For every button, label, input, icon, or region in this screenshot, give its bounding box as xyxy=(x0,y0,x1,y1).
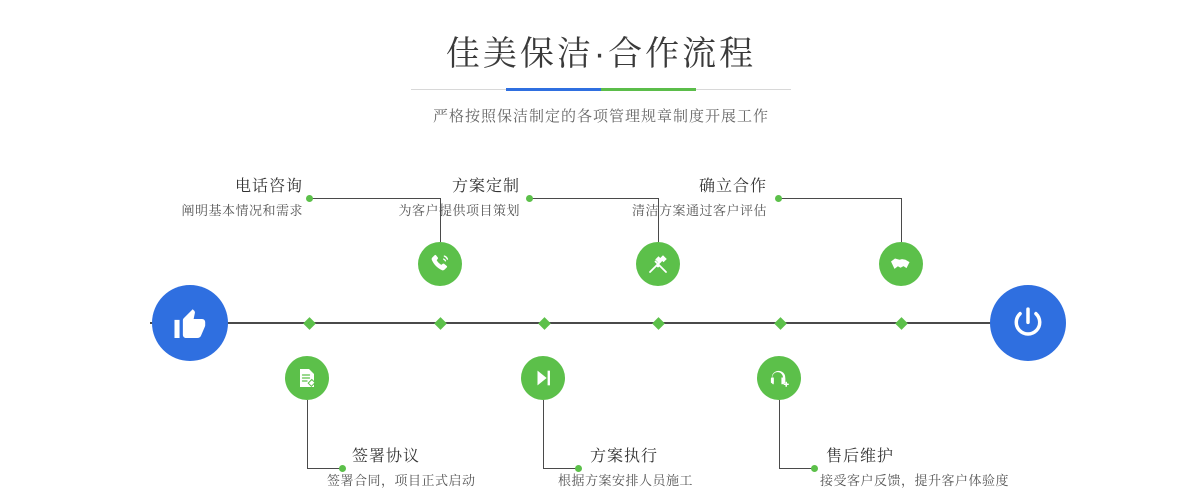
step-node-5[interactable] xyxy=(879,242,923,286)
divider-accent-green xyxy=(601,88,696,91)
connector-endpoint xyxy=(526,195,533,202)
axis-marker xyxy=(303,317,316,330)
step-title-3: 方案定制 xyxy=(451,178,520,195)
connector-line xyxy=(779,468,815,469)
page-title: 佳美保洁·合作流程 xyxy=(445,35,757,73)
timeline-start-badge xyxy=(152,285,228,361)
play-forward-icon xyxy=(532,367,554,389)
step-title-1: 电话咨询 xyxy=(234,178,303,195)
axis-marker xyxy=(538,317,551,330)
step-desc-3: 为客户提供项目策划 xyxy=(398,203,520,218)
step-node-2[interactable] xyxy=(285,356,329,400)
step-desc-6: 接受客户反馈，提升客户体验度 xyxy=(820,473,1010,488)
plan-design-icon xyxy=(646,252,670,276)
step-title-5: 确立合作 xyxy=(698,178,767,195)
connector-line xyxy=(307,468,343,469)
step-node-3[interactable] xyxy=(636,242,680,286)
axis-marker xyxy=(434,317,447,330)
page-subtitle: 严格按照保洁制定的各项管理规章制度开展工作 xyxy=(432,108,769,125)
timeline-end-badge xyxy=(990,285,1066,361)
timeline-axis xyxy=(150,322,1052,324)
step-title-6: 售后维护 xyxy=(826,448,895,465)
page-header xyxy=(0,30,1202,126)
step-title-4: 方案执行 xyxy=(590,448,659,465)
step-node-1[interactable] xyxy=(418,242,462,286)
step-desc-4: 根据方案安排人员施工 xyxy=(558,473,694,488)
process-timeline xyxy=(0,170,1202,500)
customer-service-icon xyxy=(768,367,791,390)
connector-line xyxy=(779,400,780,468)
power-icon xyxy=(1009,304,1047,342)
step-node-6[interactable] xyxy=(757,356,801,400)
step-title-2: 签署协议 xyxy=(352,448,421,465)
connector-endpoint xyxy=(775,195,782,202)
title-divider xyxy=(411,88,791,91)
connector-line xyxy=(543,468,579,469)
step-label-6 xyxy=(820,446,1010,491)
handshake-icon xyxy=(889,252,913,276)
connector-endpoint xyxy=(811,465,818,472)
connector-line xyxy=(307,400,308,468)
connector-line xyxy=(543,400,544,468)
axis-marker xyxy=(895,317,908,330)
step-desc-5: 清洁方案通过客户评估 xyxy=(631,203,767,218)
divider-accent-blue xyxy=(506,88,601,91)
step-node-4[interactable] xyxy=(521,356,565,400)
connector-line xyxy=(901,198,902,242)
step-desc-2: 签署合同，项目正式启动 xyxy=(327,473,476,488)
connector-line xyxy=(779,198,901,199)
axis-marker xyxy=(774,317,787,330)
phone-call-icon xyxy=(428,252,452,276)
step-label-1 xyxy=(88,176,303,221)
document-edit-icon xyxy=(295,366,319,390)
step-label-4 xyxy=(558,446,694,491)
step-label-3 xyxy=(310,176,520,221)
step-label-2 xyxy=(327,446,476,491)
thumbs-up-icon xyxy=(171,304,209,342)
step-label-5 xyxy=(545,176,767,221)
step-desc-1: 阐明基本情况和需求 xyxy=(181,203,303,218)
axis-marker xyxy=(652,317,665,330)
